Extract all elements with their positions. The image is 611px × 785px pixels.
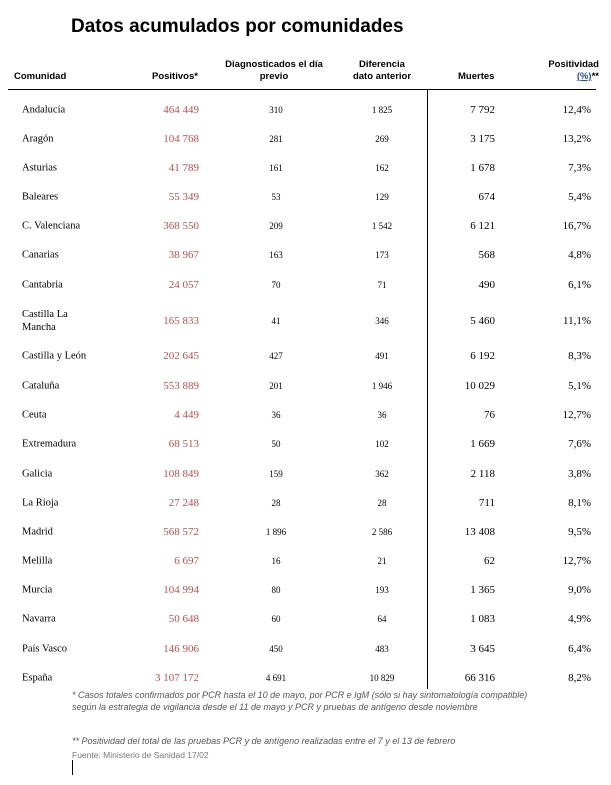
cell-comunidad: Extremadura bbox=[22, 438, 77, 449]
cell-diferencia: 1 542 bbox=[371, 220, 393, 231]
cell-diferencia: 346 bbox=[375, 315, 389, 326]
cell-diferencia: 10 829 bbox=[369, 672, 395, 683]
cell-muertes: 1 083 bbox=[470, 612, 495, 625]
source-note: Fuente: Ministerio de Sanidad 17/02 bbox=[72, 750, 209, 760]
header-diagnosticados-line2: previo bbox=[259, 71, 289, 82]
cell-diagnosticados: 209 bbox=[269, 220, 283, 231]
table-row bbox=[0, 488, 611, 517]
cell-muertes: 13 408 bbox=[464, 525, 495, 538]
cell-positividad: 12,4% bbox=[562, 103, 591, 116]
header-divider bbox=[8, 89, 596, 90]
cell-diferencia: 269 bbox=[375, 133, 389, 144]
cell-muertes: 62 bbox=[484, 554, 495, 567]
cell-positivos: 68 513 bbox=[168, 437, 199, 450]
cell-positivos: 41 789 bbox=[168, 161, 199, 174]
cell-positividad: 8,2% bbox=[568, 671, 591, 684]
footnote-positividad: ** Positividad del total de las pruebas PCR y de antígeno realizadas entre el 7 y el 13 de febrero bbox=[72, 736, 456, 746]
cell-diagnosticados: 70 bbox=[271, 279, 281, 290]
cell-comunidad: Castilla La Mancha bbox=[22, 308, 68, 333]
cell-muertes: 6 192 bbox=[470, 349, 495, 362]
cell-diagnosticados: 1 896 bbox=[265, 526, 287, 537]
cell-muertes: 1 365 bbox=[470, 583, 495, 596]
cell-diferencia: 102 bbox=[375, 438, 389, 449]
cell-positivos: 24 057 bbox=[168, 278, 199, 291]
cell-muertes: 1 669 bbox=[470, 437, 495, 450]
cell-diagnosticados: 41 bbox=[271, 315, 281, 326]
table-row bbox=[0, 575, 611, 604]
cell-diferencia: 36 bbox=[377, 409, 387, 420]
cell-positivos: 6 697 bbox=[174, 554, 199, 567]
cell-positividad: 6,4% bbox=[568, 642, 591, 655]
cell-diagnosticados: 36 bbox=[271, 409, 281, 420]
cell-positividad: 3,8% bbox=[568, 467, 591, 480]
cell-muertes: 674 bbox=[478, 190, 495, 203]
cell-comunidad: País Vasco bbox=[22, 643, 68, 654]
header-positivos: Positivos* bbox=[152, 71, 198, 82]
cell-comunidad: Ceuta bbox=[22, 409, 47, 420]
cell-muertes: 490 bbox=[478, 278, 495, 291]
cell-positivos: 104 994 bbox=[163, 583, 199, 596]
cell-muertes: 3 175 bbox=[470, 132, 495, 145]
cell-positividad: 8,3% bbox=[568, 349, 591, 362]
cell-muertes: 711 bbox=[478, 496, 495, 509]
cell-diagnosticados: 310 bbox=[269, 104, 283, 115]
cell-diagnosticados: 53 bbox=[271, 191, 281, 202]
cell-positivos: 55 349 bbox=[168, 190, 199, 203]
cell-muertes: 3 645 bbox=[470, 642, 495, 655]
cell-positividad: 5,1% bbox=[568, 379, 591, 392]
cell-diferencia: 491 bbox=[375, 350, 389, 361]
cell-diagnosticados: 450 bbox=[269, 643, 283, 654]
cell-positividad: 12,7% bbox=[562, 408, 591, 421]
cell-diferencia: 64 bbox=[377, 613, 387, 624]
cell-comunidad: Melilla bbox=[22, 555, 53, 566]
cell-comunidad: C. Valenciana bbox=[22, 220, 81, 231]
cell-comunidad: Asturias bbox=[22, 162, 57, 173]
cell-positivos: 165 833 bbox=[163, 314, 199, 327]
cell-positividad: 9,5% bbox=[568, 525, 591, 538]
header-comunidad: Comunidad bbox=[14, 71, 67, 82]
cell-comunidad: La Rioja bbox=[22, 497, 59, 508]
cell-diagnosticados: 161 bbox=[269, 162, 283, 173]
cell-muertes: 7 792 bbox=[470, 103, 495, 116]
cell-positividad: 4,8% bbox=[568, 248, 591, 261]
table-row bbox=[0, 182, 611, 211]
table-row bbox=[0, 459, 611, 488]
cell-comunidad: Murcia bbox=[22, 584, 53, 595]
cell-positividad: 11,1% bbox=[562, 314, 591, 327]
cell-diferencia: 483 bbox=[375, 643, 389, 654]
cell-positividad: 7,3% bbox=[568, 161, 591, 174]
table-row bbox=[0, 371, 611, 400]
cell-positivos: 27 248 bbox=[168, 496, 199, 509]
cell-diagnosticados: 427 bbox=[269, 350, 283, 361]
cell-diagnosticados: 281 bbox=[269, 133, 283, 144]
table-row bbox=[0, 270, 611, 299]
cell-positividad: 9,0% bbox=[568, 583, 591, 596]
cell-diferencia: 2 586 bbox=[371, 526, 393, 537]
cell-positividad: 16,7% bbox=[562, 219, 591, 232]
cell-comunidad: Madrid bbox=[22, 526, 53, 537]
cell-diagnosticados: 16 bbox=[271, 555, 281, 566]
cell-positivos: 202 645 bbox=[163, 349, 199, 362]
cell-diferencia: 129 bbox=[375, 191, 389, 202]
cell-muertes: 76 bbox=[484, 408, 495, 421]
footnote-positivos: * Casos totales confirmados por PCR hasta el 10 de mayo, por PCR e IgM (sólo si hay sintomatología compatible) según la estrategia de vigilancia desde el 11 de mayo y PCR y pruebas de antígeno desde noviembre bbox=[72, 690, 528, 712]
cell-diagnosticados: 163 bbox=[269, 249, 283, 260]
table-row bbox=[0, 546, 611, 575]
positividad-unit: (%) bbox=[576, 71, 592, 82]
header-diagnosticados bbox=[216, 59, 332, 83]
cell-diagnosticados: 159 bbox=[269, 468, 283, 479]
cell-positividad: 6,1% bbox=[568, 278, 591, 291]
cell-muertes: 568 bbox=[478, 248, 495, 261]
table-row bbox=[0, 211, 611, 240]
table-row bbox=[0, 153, 611, 182]
cell-comunidad: Baleares bbox=[22, 191, 59, 202]
cell-positivos: 4 449 bbox=[174, 408, 199, 421]
table-row bbox=[0, 634, 611, 663]
cell-comunidad: España bbox=[22, 672, 53, 683]
header-muertes: Muertes bbox=[458, 71, 495, 82]
cell-comunidad: Andalucía bbox=[22, 104, 66, 115]
table-row bbox=[0, 240, 611, 269]
cell-muertes: 10 029 bbox=[464, 379, 495, 392]
cell-positividad: 4,9% bbox=[568, 612, 591, 625]
cell-comunidad: Canarias bbox=[22, 249, 59, 260]
header-diferencia-line1: Diferencia bbox=[359, 59, 405, 70]
cell-diferencia: 193 bbox=[375, 584, 389, 595]
header-positividad-line2 bbox=[535, 71, 599, 83]
cell-positivos: 50 648 bbox=[168, 612, 199, 625]
cell-diagnosticados: 28 bbox=[271, 497, 281, 508]
cell-positivos: 464 449 bbox=[163, 103, 199, 116]
cell-positividad: 13,2% bbox=[562, 132, 591, 145]
cell-diferencia: 1 825 bbox=[371, 104, 393, 115]
cell-positividad: 8,1% bbox=[568, 496, 591, 509]
cell-comunidad: Galicia bbox=[22, 468, 53, 479]
cell-diagnosticados: 4 691 bbox=[265, 672, 287, 683]
page-title: Datos acumulados por comunidades bbox=[71, 16, 404, 37]
cell-comunidad: Cataluña bbox=[22, 380, 60, 391]
cell-comunidad: Castilla y León bbox=[22, 350, 87, 361]
header-diagnosticados-line1: Diagnosticados el día bbox=[225, 59, 323, 70]
cell-diagnosticados: 60 bbox=[271, 613, 281, 624]
table-row bbox=[0, 663, 611, 692]
table-row bbox=[0, 341, 611, 370]
cell-positivos: 3 107 172 bbox=[155, 671, 199, 684]
cell-muertes: 66 316 bbox=[464, 671, 495, 684]
cell-diagnosticados: 50 bbox=[271, 438, 281, 449]
header-positividad bbox=[535, 59, 599, 83]
cell-diferencia: 173 bbox=[375, 249, 389, 260]
cell-positividad: 7,6% bbox=[568, 437, 591, 450]
header-diferencia-line2: dato anterior bbox=[352, 71, 412, 82]
table-row bbox=[0, 400, 611, 429]
header-diferencia bbox=[337, 59, 427, 83]
cell-diferencia: 21 bbox=[377, 555, 387, 566]
cell-comunidad: Navarra bbox=[22, 613, 56, 624]
cell-muertes: 5 460 bbox=[470, 314, 495, 327]
cell-diferencia: 28 bbox=[377, 497, 387, 508]
cell-comunidad: Aragón bbox=[22, 133, 54, 144]
positividad-footnote-mark: ** bbox=[591, 71, 599, 82]
cell-comunidad: Cantabria bbox=[22, 279, 63, 290]
cell-diagnosticados: 201 bbox=[269, 380, 283, 391]
cell-positivos: 146 906 bbox=[163, 642, 199, 655]
cell-muertes: 2 118 bbox=[470, 467, 495, 480]
cell-diagnosticados: 80 bbox=[271, 584, 281, 595]
cell-muertes: 1 678 bbox=[470, 161, 495, 174]
header-positividad-line1: Positividad bbox=[548, 59, 599, 70]
cell-diferencia: 71 bbox=[377, 279, 387, 290]
cell-positividad: 5,4% bbox=[568, 190, 591, 203]
cell-muertes: 6 121 bbox=[470, 219, 495, 232]
table-row bbox=[0, 124, 611, 153]
table-row bbox=[0, 95, 611, 124]
cell-diferencia: 1 946 bbox=[371, 380, 393, 391]
cell-positivos: 104 768 bbox=[163, 132, 199, 145]
cell-positivos: 38 967 bbox=[168, 248, 199, 261]
text-cursor bbox=[72, 760, 73, 775]
cell-diferencia: 362 bbox=[375, 468, 389, 479]
cell-diferencia: 162 bbox=[375, 162, 389, 173]
table-row bbox=[0, 306, 611, 335]
cell-positivos: 368 550 bbox=[163, 219, 199, 232]
cell-positivos: 108 849 bbox=[163, 467, 199, 480]
cell-positividad: 12,7% bbox=[562, 554, 591, 567]
cell-positivos: 553 889 bbox=[163, 379, 199, 392]
table-row bbox=[0, 604, 611, 633]
cell-positivos: 568 572 bbox=[163, 525, 199, 538]
table-row bbox=[0, 429, 611, 458]
table-row bbox=[0, 517, 611, 546]
